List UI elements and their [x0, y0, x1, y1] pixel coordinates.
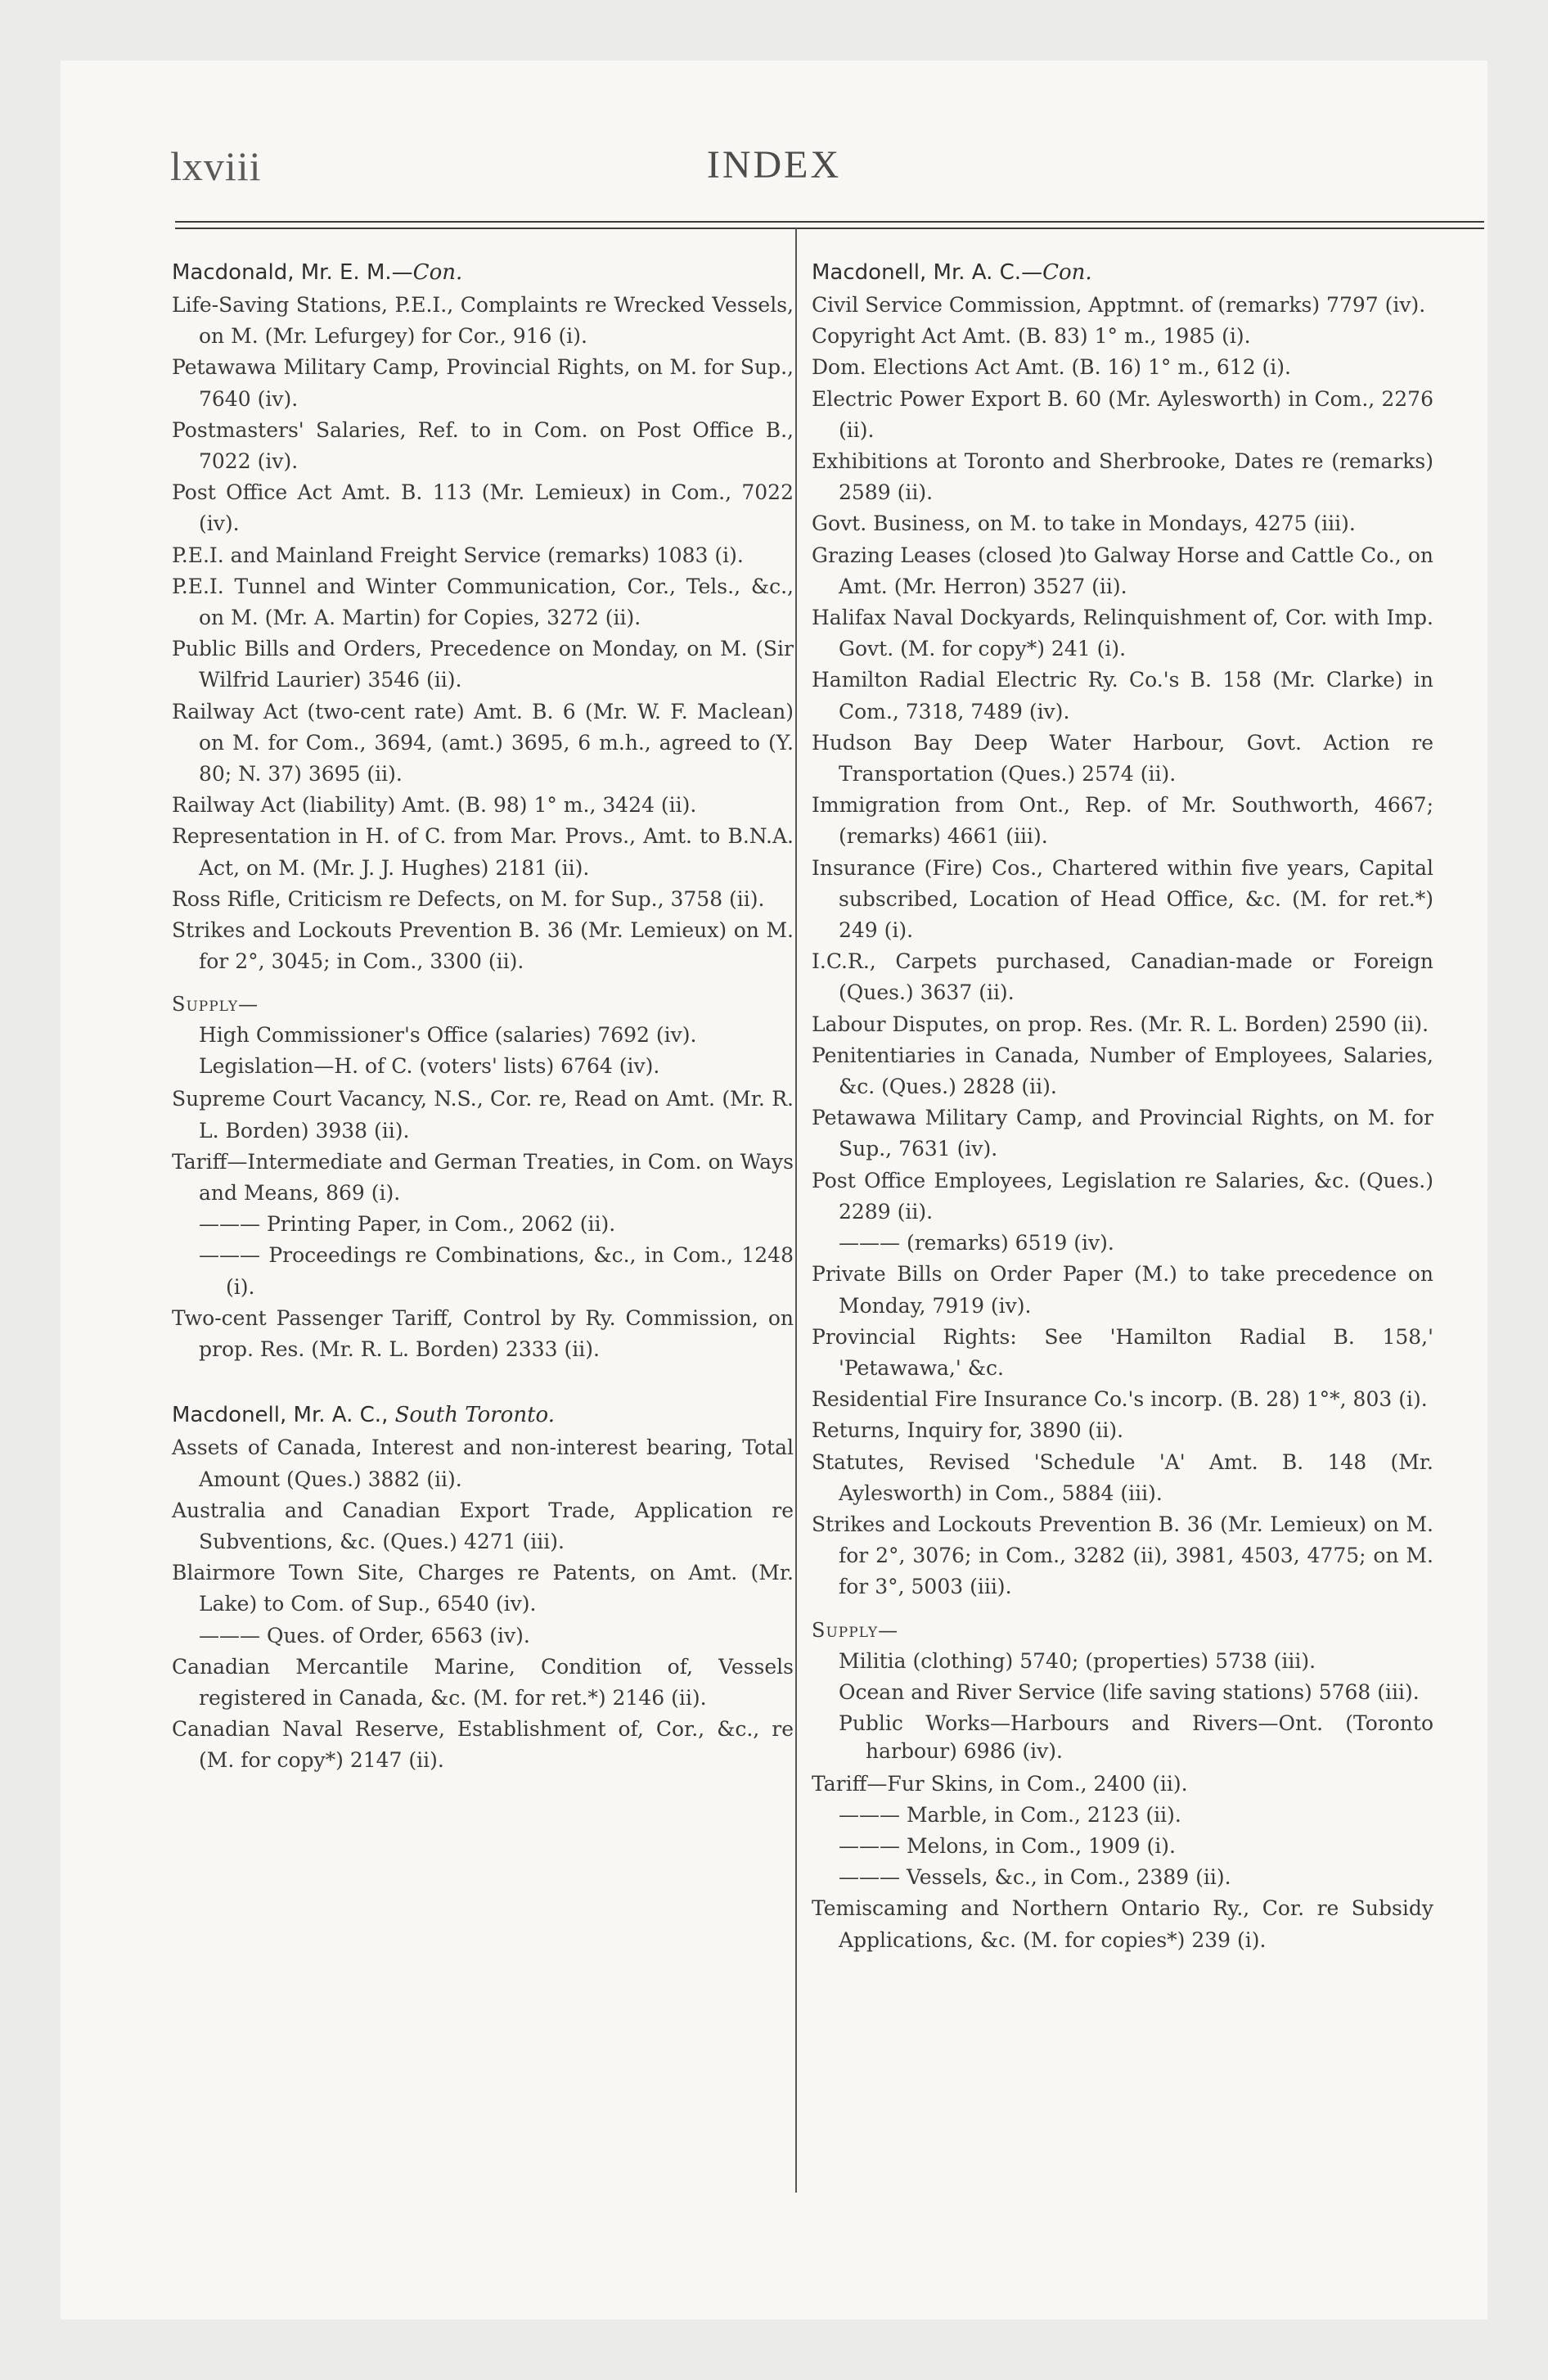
entry-heading	[172, 257, 794, 288]
index-entry: Immigration from Ont., Rep. of Mr. Southworth, 4667; (remarks) 4661 (iii).	[812, 793, 1433, 849]
index-entry: Copyright Act Amt. (B. 83) 1° m., 1985 (i).	[812, 324, 1251, 349]
entry-group-macdonald	[172, 257, 794, 1365]
index-entry-continued: ——— Ques. of Order, 6563 (iv).	[199, 1623, 530, 1648]
entry-heading	[172, 1400, 794, 1431]
heading-name: Macdonald, Mr. E. M.—	[172, 260, 413, 285]
entry-heading	[812, 257, 1433, 288]
index-entry: Representation in H. of C. from Mar. Provs., Amt. to B.N.A. Act, on M. (Mr. J. J. Hughes) 2181 (ii).	[172, 824, 794, 880]
index-entry: P.E.I. Tunnel and Winter Communication, Cor., Tels., &c., on M. (Mr. A. Martin) for Copies, 3272 (ii).	[172, 574, 794, 630]
index-entry-continued: ——— Marble, in Com., 2123 (ii).	[839, 1802, 1181, 1827]
index-entry: Two-cent Passenger Tariff, Control by Ry. Commission, on prop. Res. (Mr. R. L. Borden) 2333 (ii).	[172, 1305, 794, 1362]
index-entry: Blairmore Town Site, Charges re Patents, on Amt. (Mr. Lake) to Com. of Sup., 6540 (iv).	[172, 1561, 794, 1616]
index-entry: Hudson Bay Deep Water Harbour, Govt. Action re Transportation (Ques.) 2574 (ii).	[812, 730, 1433, 787]
index-entry-continued: ——— Melons, in Com., 1909 (i).	[839, 1833, 1176, 1858]
index-entry: Canadian Mercantile Marine, Condition of, Vessels registered in Canada, &c. (M. for ret.*) 2146 (ii).	[172, 1654, 794, 1710]
heading-name: Macdonell, Mr. A. C.—	[812, 260, 1043, 285]
index-entry: Civil Service Commission, Apptmnt. of (remarks) 7797 (iv).	[812, 293, 1426, 317]
supply-entry: Ocean and River Service (life saving stations) 5768 (iii).	[839, 1679, 1420, 1704]
supply-entry: Public Works—Harbours and Rivers—Ont. (Toronto harbour) 6986 (iv).	[839, 1711, 1433, 1763]
index-entry-continued: ——— (remarks) 6519 (iv).	[839, 1231, 1114, 1255]
index-entry: Labour Disputes, on prop. Res. (Mr. R. L. Borden) 2590 (ii).	[812, 1012, 1429, 1036]
index-entry: Post Office Employees, Legislation re Salaries, &c. (Ques.) 2289 (ii).	[812, 1168, 1433, 1224]
index-entry: Hamilton Radial Electric Ry. Co.'s B. 158 (Mr. Clarke) in Com., 7318, 7489 (iv).	[812, 668, 1433, 723]
index-entry: Postmasters' Salaries, Ref. to in Com. on Post Office B., 7022 (iv).	[172, 417, 794, 474]
index-entry: Private Bills on Order Paper (M.) to take precedence on Monday, 7919 (iv).	[812, 1262, 1433, 1318]
index-entry: Dom. Elections Act Amt. (B. 16) 1° m., 612 (i).	[812, 355, 1291, 380]
header-rule-bottom	[175, 228, 1484, 229]
supply-entry: Militia (clothing) 5740; (properties) 5738 (iii).	[839, 1648, 1316, 1673]
index-entry: Insurance (Fire) Cos., Chartered within five years, Capital subscribed, Location of Head Office, &c. (M. for ret.*) 249 (i).	[812, 855, 1433, 943]
index-entry: Strikes and Lockouts Prevention B. 36 (Mr. Lemieux) on M. for 2°, 3076; in Com., 3282 (ii), 3981, 4503, 4775; on M. for 3°, 5003 (iii).	[812, 1512, 1433, 1599]
header-rule-top	[175, 221, 1484, 223]
heading-qualifier: South Toronto.	[394, 1403, 555, 1428]
page-title: INDEX	[706, 143, 842, 187]
index-entry: Public Bills and Orders, Precedence on Monday, on M. (Sir Wilfrid Laurier) 3546 (ii).	[172, 637, 794, 692]
index-entry: Canadian Naval Reserve, Establishment of, Cor., &c., re (M. for copy*) 2147 (ii).	[172, 1717, 794, 1773]
index-entry-continued: ——— Vessels, &c., in Com., 2389 (ii).	[839, 1865, 1231, 1890]
index-entry: Tariff—Fur Skins, in Com., 2400 (ii).	[812, 1771, 1188, 1796]
supply-subheading: Supply—	[172, 993, 259, 1016]
index-entry: Strikes and Lockouts Prevention B. 36 (Mr. Lemieux) on M. for 2°, 3045; in Com., 3300 (ii).	[172, 918, 794, 974]
heading-qualifier: Con.	[412, 260, 463, 285]
index-entry: Assets of Canada, Interest and non-interest bearing, Total Amount (Ques.) 3882 (ii).	[172, 1436, 794, 1491]
index-entry: Post Office Act Amt. B. 113 (Mr. Lemieux) in Com., 7022 (iv).	[172, 480, 794, 536]
index-entry: Railway Act (two-cent rate) Amt. B. 6 (Mr. W. F. Maclean) on M. for Com., 3694, (amt.) 3695, 6 m.h., agreed to (Y. 80; N. 37) 3695 (ii).	[172, 699, 794, 787]
index-entry: Australia and Canadian Export Trade, Application re Subventions, &c. (Ques.) 4271 (iii).	[172, 1498, 794, 1553]
supply-subheading: Supply—	[812, 1618, 899, 1642]
index-entry: Petawawa Military Camp, and Provincial Rights, on M. for Sup., 7631 (iv).	[812, 1106, 1433, 1161]
index-entry: Ross Rifle, Criticism re Defects, on M. for Sup., 3758 (ii).	[172, 886, 765, 911]
right-column	[812, 257, 1433, 1956]
index-entry: Residential Fire Insurance Co.'s incorp. (B. 28) 1°*, 803 (i).	[812, 1387, 1428, 1412]
index-entry: P.E.I. and Mainland Freight Service (remarks) 1083 (i).	[172, 543, 744, 567]
index-entry: Grazing Leases (closed )to Galway Horse and Cattle Co., on Amt. (Mr. Herron) 3527 (ii).	[812, 543, 1433, 598]
column-divider	[795, 228, 797, 2193]
heading-qualifier: Con.	[1042, 260, 1092, 285]
index-entry: Electric Power Export B. 60 (Mr. Aylesworth) in Com., 2276 (ii).	[812, 386, 1433, 442]
supply-entry: High Commissioner's Office (salaries) 7692 (iv).	[199, 1023, 697, 1048]
page-folio: lxviii	[170, 143, 262, 189]
heading-name: Macdonell, Mr. A. C.,	[172, 1403, 395, 1428]
index-entry: Govt. Business, on M. to take in Mondays, 4275 (iii).	[812, 512, 1356, 536]
index-entry: Exhibitions at Toronto and Sherbrooke, Dates re (remarks) 2589 (ii).	[812, 449, 1433, 505]
index-entry: I.C.R., Carpets purchased, Canadian-made or Foreign (Ques.) 3637 (ii).	[812, 949, 1433, 1005]
entry-group-macdonell	[172, 1400, 794, 1776]
index-entry: Railway Act (liability) Amt. (B. 98) 1° m., 3424 (ii).	[172, 793, 697, 818]
index-entry: Tariff—Intermediate and German Treaties, in Com. on Ways and Means, 869 (i).	[172, 1149, 794, 1206]
left-column	[172, 257, 794, 1777]
index-entry: Returns, Inquiry for, 3890 (ii).	[812, 1418, 1124, 1443]
index-entry: Petawawa Military Camp, Provincial Rights, on M. for Sup., 7640 (iv).	[172, 355, 794, 411]
index-entry: Halifax Naval Dockyards, Relinquishment of, Cor. with Imp. Govt. (M. for copy*) 241 (i).	[812, 606, 1433, 661]
index-entry: Life-Saving Stations, P.E.I., Complaints re Wrecked Vessels, on M. (Mr. Lefurgey) for Cor., 916 (i).	[172, 293, 794, 349]
index-entry: Penitentiaries in Canada, Number of Employees, Salaries, &c. (Ques.) 2828 (ii).	[812, 1043, 1433, 1099]
index-entry-continued: ——— Proceedings re Combinations, &c., in Com., 1248 (i).	[199, 1243, 794, 1299]
supply-entry: Legislation—H. of C. (voters' lists) 6764 (iv).	[199, 1054, 660, 1079]
index-entry-continued: ——— Printing Paper, in Com., 2062 (ii).	[199, 1212, 616, 1237]
index-entry: Supreme Court Vacancy, N.S., Cor. re, Read on Amt. (Mr. R. L. Borden) 3938 (ii).	[172, 1087, 794, 1143]
index-entry: Statutes, Revised 'Schedule 'A' Amt. B. 148 (Mr. Aylesworth) in Com., 5884 (iii).	[812, 1449, 1433, 1505]
index-page	[61, 61, 1487, 2319]
index-entry: Temiscaming and Northern Ontario Ry., Cor. re Subsidy Applications, &c. (M. for copies*) 239 (i).	[812, 1896, 1433, 1952]
index-entry: Provincial Rights: See 'Hamilton Radial B. 158,' 'Petawawa,' &c.	[812, 1324, 1433, 1380]
